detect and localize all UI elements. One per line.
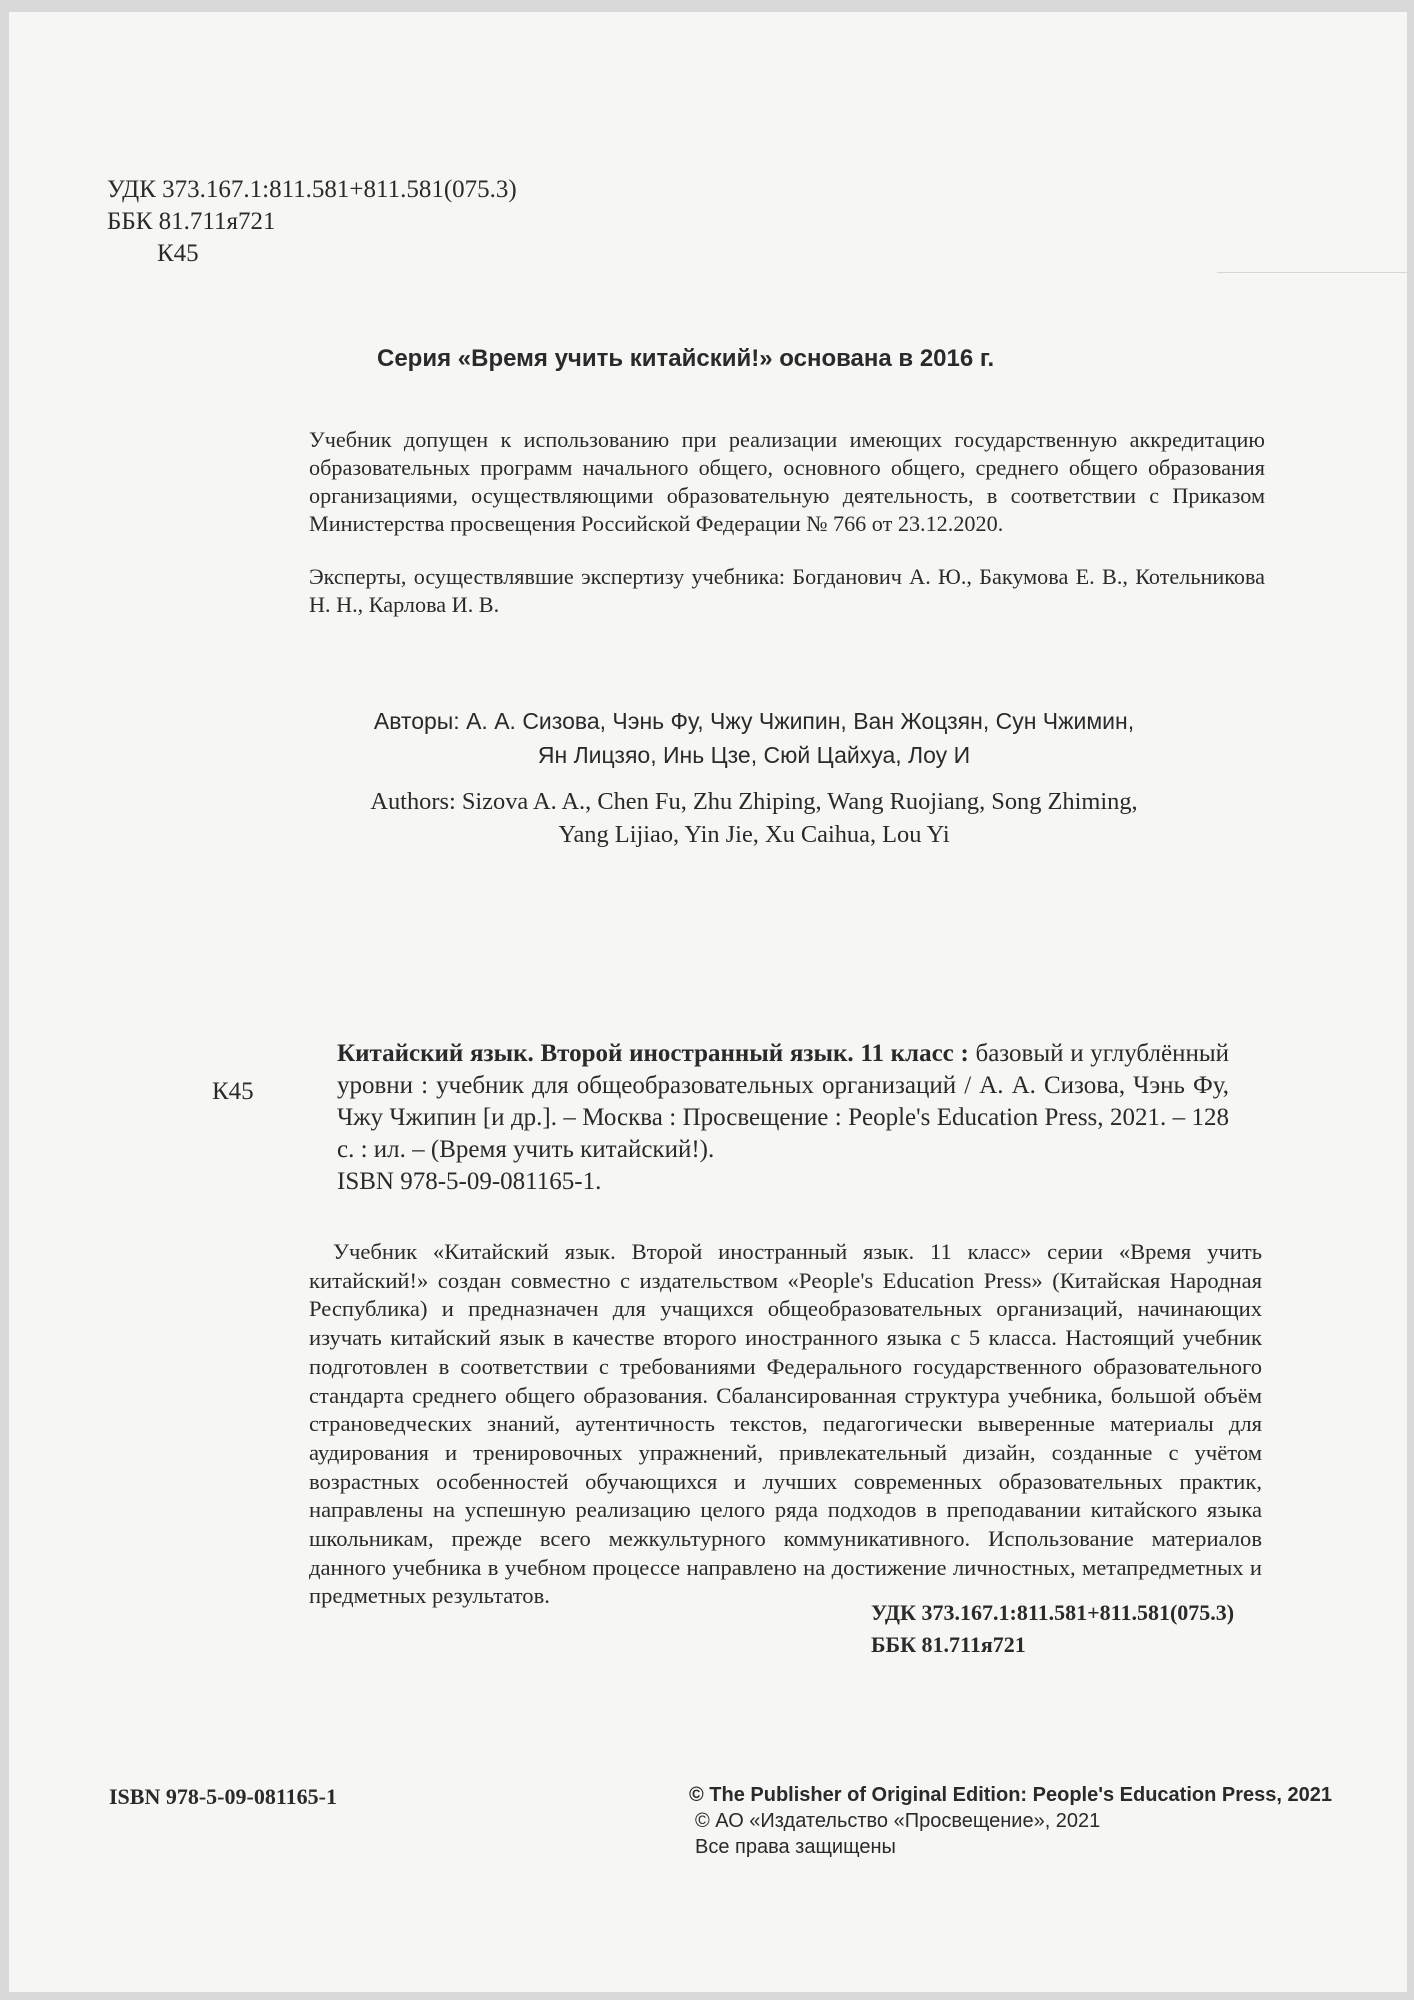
classification-codes-bottom	[871, 1597, 1234, 1661]
experts-text	[309, 563, 1265, 619]
copyright-original-publisher: © The Publisher of Original Edition: People's Education Press, 2021	[689, 1784, 1332, 1806]
udk-code-bottom: УДК 373.167.1:811.581+811.581(075.3)	[871, 1600, 1235, 1625]
authors-en-line-2: Yang Lijiao, Yin Jie, Xu Caihua, Lou Yi	[558, 821, 950, 848]
experts-paragraph: Эксперты, осуществлявшие экспертизу учебника: Богданович А. Ю., Бакумова Е. В., Котельникова Н. Н., Карлова И. В.	[309, 564, 1265, 617]
approval-paragraph: Учебник допущен к использованию при реализации имеющих государственную аккредитацию образовательных программ начального общего, основного общего, среднего общего образования организациями, осуществляющими образовательную деятельность, в соответствии с Приказом Министерства просвещения Российской Федерации № 766 от 23.12.2020.	[309, 427, 1265, 536]
rights-reserved: Все права защищены	[695, 1836, 896, 1858]
book-title: Китайский язык. Второй иностранный язык. 11 класс :	[337, 1040, 969, 1067]
authors-english	[299, 785, 1209, 851]
bibliographic-entry	[307, 1038, 1229, 1166]
annotation-text	[309, 1238, 1262, 1611]
authors-en-line-1: Authors: Sizova A. A., Chen Fu, Zhu Zhiping, Wang Ruojiang, Song Zhiming,	[370, 788, 1138, 815]
authors-russian	[299, 704, 1209, 772]
series-note: Серия «Время учить китайский!» основана в 2016 г.	[377, 345, 995, 372]
bibliographic-mark: К45	[212, 1078, 254, 1105]
copyright-prosveshchenie: © АО «Издательство «Просвещение», 2021	[695, 1810, 1101, 1832]
classification-codes	[107, 174, 517, 270]
page	[9, 12, 1407, 1992]
book-isbn: ISBN 978-5-09-081165-1.	[337, 1168, 602, 1195]
page-edge-mark	[1217, 272, 1407, 273]
bbk-code: ББК 81.711я721	[107, 208, 276, 235]
authors-ru-line-1: Авторы: А. А. Сизова, Чэнь Фу, Чжу Чжипин, Ван Жоцзян, Сун Чжимин,	[373, 708, 1135, 734]
isbn-bottom: ISBN 978-5-09-081165-1	[109, 1784, 337, 1809]
approval-text	[309, 426, 1265, 538]
copyright-block	[689, 1782, 1389, 1860]
bbk-code-bottom: ББК 81.711я721	[871, 1632, 1026, 1657]
annotation-paragraph: Учебник «Китайский язык. Второй иностранный язык. 11 класс» серии «Время учить китайский!» создан совместно с издательством «People's Education Press» (Китайская Народная Республика) и предназначен для учащихся общеобразовательных организаций, начинающих изучать китайский язык в качестве второго иностранного языка с 5 класса. Настоящий учебник подготовлен в соответствии с требованиями Федерального государственного образовательного стандарта среднего общего образования. Сбалансированная структура учебника, большой объём страноведческих знаний, аутентичность текстов, педагогически выверенные материалы для аудирования и тренировочных упражнений, привлекательный дизайн, созданные с учётом возрастных особенностей обучающихся и лучших современных образовательных практик, направлены на успешную реализацию целого ряда подходов в преподавании китайского языка школьникам, прежде всего межкультурного коммуникативного. Использование материалов данного учебника в учебном процессе направлено на достижение личностных, метапредметных и предметных результатов.	[309, 1239, 1262, 1609]
udk-code: УДК 373.167.1:811.581+811.581(075.3)	[107, 176, 517, 203]
bibliographic-record	[307, 1038, 1229, 1198]
book-description: базовый и углублённый уровни : учебник для общеобразовательных организаций / А. А. Сизова, Чэнь Фу, Чжу Чжипин [и др.]. – Москва : Просвещение : People's Education Press, 2021. – 128 с. : ил. – (Время учить китайский!).	[337, 1040, 1230, 1163]
authors-ru-line-2: Ян Лицзяо, Инь Цзе, Сюй Цайхуа, Лоу И	[537, 742, 971, 768]
author-mark: К45	[157, 240, 199, 267]
